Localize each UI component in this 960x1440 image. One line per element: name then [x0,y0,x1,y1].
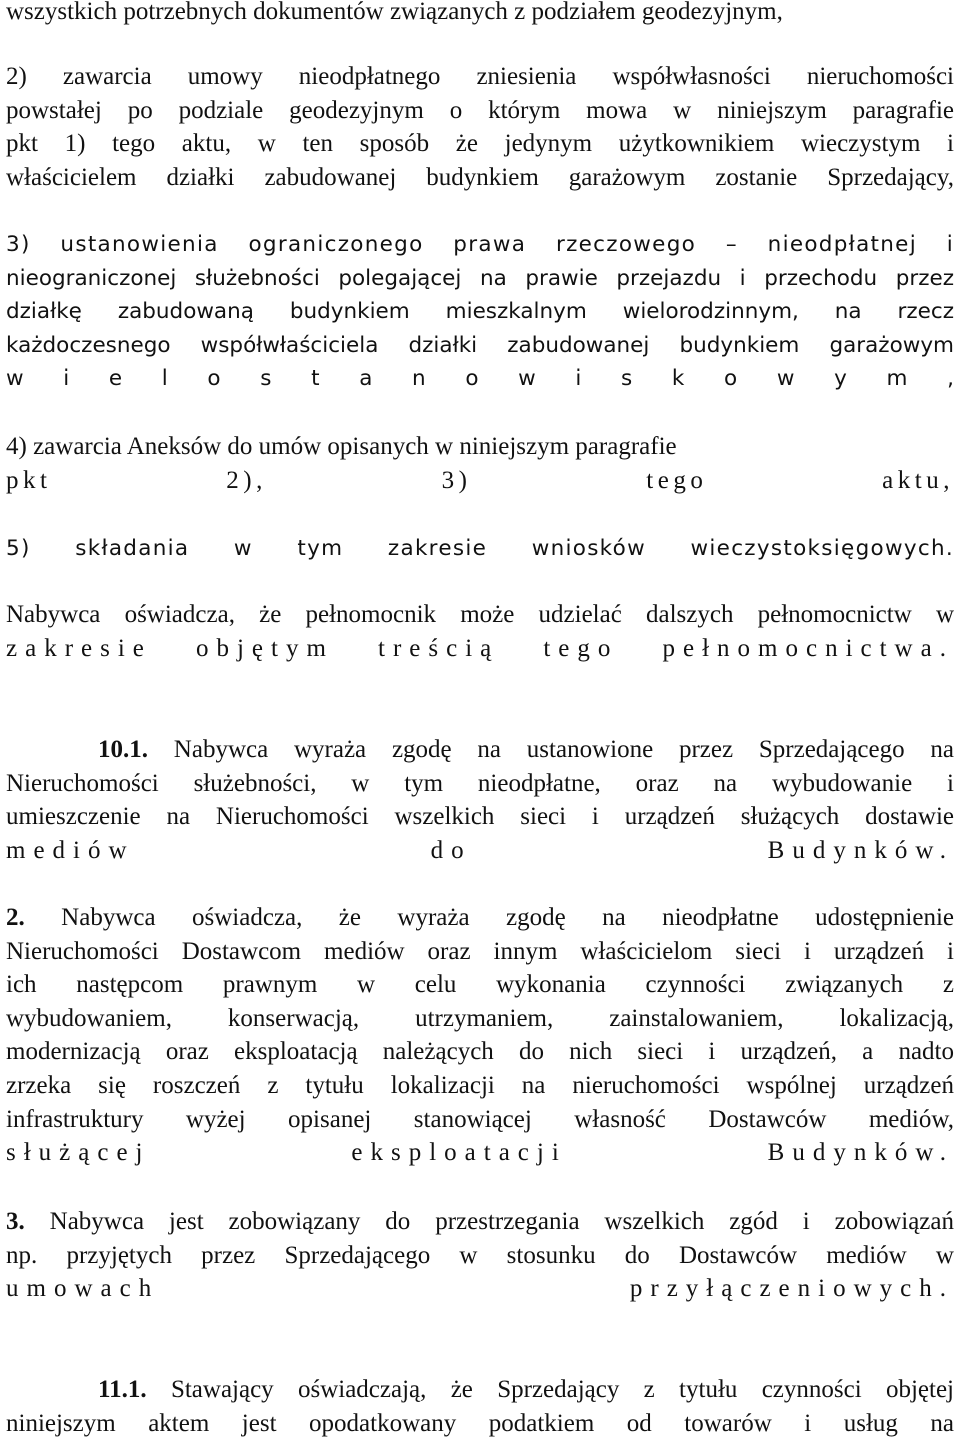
letter: t [311,366,320,392]
word: umowach [6,1275,160,1303]
text-line: wszystkich potrzebnych dokumentów związanych z podziałem geodezyjnym, [6,0,783,25]
word: eksploatacji [351,1139,567,1167]
section-2 [6,901,954,1170]
section-number: 3. [6,1208,25,1235]
list-item-4 [6,430,954,497]
word: tego [543,634,619,662]
text-line: modernizacją oraz eksploatacją należących do nich sieci i urządzeń, a nadto [6,1038,954,1066]
text-line [6,901,954,935]
word: zakresie [6,634,152,662]
letter: n [412,366,426,392]
letter: o [207,366,221,392]
text-line: powstałej po podziale geodezyjnym o którym mowa w niniejszym paragrafie [6,96,954,124]
letter: s [621,366,633,392]
word: mediów [6,836,135,864]
word: aktu, [882,466,954,494]
text-line [6,1205,954,1239]
letter: y [834,366,847,392]
text-line: działkę zabudowaną budynkiem mieszkalnym wielorodzinnym, na rzecz [6,299,954,325]
text-line: pkt 1) tego aktu, w ten sposób że jedynym użytkownikiem wieczystym i [6,130,954,158]
section-3 [6,1205,954,1306]
text-line [6,1373,954,1407]
text-line: właścicielem działki zabudowanej budynkiem garażowym zostanie Sprzedający, [6,163,954,191]
text-line: np. przyjętych przez Sprzedającego w stosunku do Dostawców mediów w [6,1241,954,1269]
spaced-word-line [6,464,954,498]
paragraph-attorney [6,598,954,665]
text-line: każdoczesnego współwłaściciela działki zabudowanej budynkiem garażowym [6,332,954,358]
word: tego [646,466,708,494]
word: służącej [6,1139,151,1167]
spaced-word-line [6,362,954,396]
letter: o [724,366,738,392]
text-line: wybudowaniem, konserwacją, utrzymaniem, zainstalowaniem, lokalizacją, [6,1004,954,1032]
text-line: niniejszym aktem jest opodatkowany podatkiem od towarów i usług na [6,1409,954,1437]
section-number: 2. [6,904,25,931]
word: pełnomocnictwa. [662,634,954,662]
word: pkt [6,466,52,494]
word: przyłączeniowych. [629,1275,954,1303]
letter: , [947,366,954,392]
text-line: ich następcom prawnym w celu wykonania czynności związanych z [6,971,954,999]
section-10-1 [6,733,954,867]
word: Budynków. [767,836,954,864]
section-number: 11.1. [98,1376,147,1403]
letter: w [6,366,24,392]
text-line: Nabywca oświadcza, że pełnomocnik może udzielać dalszych pełnomocnictw w [6,601,954,628]
text-line: zrzeka się roszczeń z tytułu lokalizacji na nieruchomości wspólnej urządzeń [6,1071,954,1099]
section-text: Stawający oświadczają, że Sprzedający z tytułu czynności objętej [170,1376,954,1403]
text-line: umieszczenie na Nieruchomości wszelkich sieci i urządzeń służących dostawie [6,803,954,831]
text-line: 2) zawarcia umowy nieodpłatnego zniesienia współwłasności nieruchomości [6,63,954,90]
letter: e [108,366,123,392]
section-number: 10.1. [98,736,148,763]
word: 3) [441,466,472,494]
paragraph-continuation [6,0,954,29]
letter: k [671,366,685,392]
spaced-word-line [6,1272,954,1306]
word: treścią [378,634,500,662]
spaced-word-line [6,834,954,868]
text-line [6,733,954,767]
text-line: Nieruchomości służebności, w tym nieodpłatne, oraz na wybudowanie i [6,769,954,797]
section-11-1 [6,1373,954,1440]
letter: w [518,366,536,392]
word: 2), [226,466,267,494]
letter: i [63,366,70,392]
word: Budynków. [767,1139,954,1167]
text-line: infrastruktury wyżej opisanej stanowiącej własność Dostawców mediów, [6,1105,954,1133]
spaced-word-line [6,632,954,666]
list-item-5 [6,532,954,566]
text-line: 3) ustanowienia ograniczonego prawa rzeczowego – nieodpłatnej i [6,232,954,257]
text-line: 4) zawarcia Aneksów do umów opisanych w niniejszym paragrafie [6,433,677,460]
text-line: Nieruchomości Dostawcom mediów oraz innym właścicielom sieci i urządzeń i [6,937,954,965]
letter: i [575,366,582,392]
letter: s [260,366,272,392]
text-line: 5) składania w tym zakresie wniosków wieczystoksięgowych. [6,536,954,561]
word: do [430,836,472,864]
list-item-3 [6,228,954,396]
letter: l [161,366,168,392]
section-text: Nabywca jest zobowiązany do przestrzegania wszelkich zgód i zobowiązań [49,1208,954,1235]
list-item-2 [6,60,954,194]
letter: a [359,366,373,392]
word: objętym [195,634,334,662]
letter: w [776,366,795,392]
text-line: nieograniczonej służebności polegającej na prawie przejazdu i przechodu przez [6,265,954,291]
section-text: Nabywca wyraża zgodę na ustanowione przez Sprzedającego na [173,736,955,763]
section-text: Nabywca oświadcza, że wyraża zgodę na nieodpłatne udostępnienie [61,904,955,931]
spaced-word-line [6,1136,954,1170]
letter: m [886,366,908,392]
letter: o [465,366,479,392]
